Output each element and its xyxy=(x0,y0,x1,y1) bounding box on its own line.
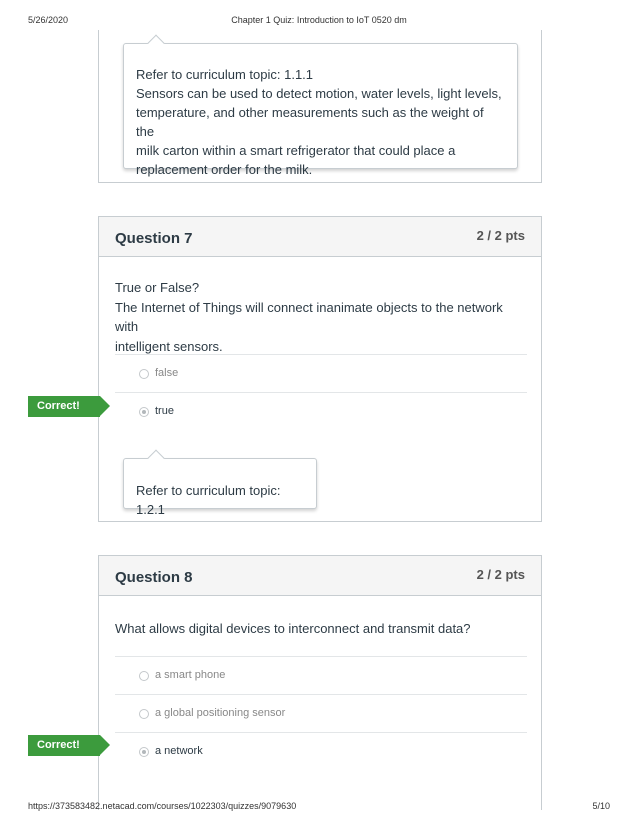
answer-comment-box xyxy=(123,458,317,517)
answer-option-false[interactable] xyxy=(115,354,527,392)
correct-flag-label: Correct! xyxy=(28,735,100,756)
question-text-line: The Internet of Things will connect inanimate objects to the network with xyxy=(115,299,503,334)
question-points: 2 / 2 pts xyxy=(476,567,525,582)
question-header xyxy=(99,217,541,257)
print-footer xyxy=(0,801,638,815)
correct-answer-flag xyxy=(28,735,110,756)
radio-button-selected[interactable] xyxy=(139,407,149,417)
correct-flag-arrow xyxy=(100,396,110,416)
question-title: Question 8 xyxy=(115,569,193,586)
correct-flag-label: Correct! xyxy=(28,396,100,417)
question-title: Question 7 xyxy=(115,230,193,247)
question-text xyxy=(115,278,527,356)
print-header xyxy=(0,15,638,29)
question-text-line: True or False? xyxy=(115,280,200,295)
answer-option-gps-sensor[interactable] xyxy=(115,694,527,732)
correct-answer-flag xyxy=(28,396,110,417)
comment-caret xyxy=(148,450,165,467)
comment-line: temperature, and other measurements such as the weight of the xyxy=(136,105,484,139)
print-title: Chapter 1 Quiz: Introduction to IoT 0520 dm xyxy=(231,15,407,25)
print-url: https://373583482.netacad.com/courses/1022303/quizzes/9079630 xyxy=(28,801,297,811)
question-8 xyxy=(98,555,542,810)
question-text: What allows digital devices to interconnect and transmit data? xyxy=(115,621,471,636)
answer-option-smart-phone[interactable] xyxy=(115,656,527,694)
answer-label: true xyxy=(155,405,174,417)
radio-button[interactable] xyxy=(139,369,149,379)
answer-label: a global positioning sensor xyxy=(155,707,286,719)
answer-comment-box xyxy=(123,43,518,177)
comment-line: milk carton within a smart refrigerator that could place a xyxy=(136,143,456,158)
answer-label: false xyxy=(155,367,179,379)
answer-label: a smart phone xyxy=(155,669,226,681)
answer-label: a network xyxy=(155,745,203,757)
answer-option-true[interactable] xyxy=(115,392,527,430)
comment-line: Sensors can be used to detect motion, water levels, light levels, xyxy=(136,86,502,101)
question-header xyxy=(99,556,541,596)
print-date: 5/26/2020 xyxy=(28,15,69,25)
comment-caret xyxy=(148,35,165,52)
radio-button[interactable] xyxy=(139,709,149,719)
page-number: 5/10 xyxy=(592,801,610,811)
answer-option-network[interactable] xyxy=(115,732,527,770)
question-text-line: intelligent sensors. xyxy=(115,338,223,354)
radio-button[interactable] xyxy=(139,671,149,681)
comment-line: Refer to curriculum topic: 1.1.1 xyxy=(136,67,314,82)
question-7 xyxy=(98,216,542,522)
comment-line: replacement order for the milk. xyxy=(136,162,313,177)
correct-flag-arrow xyxy=(100,735,110,755)
question-6-continuation xyxy=(98,30,542,183)
question-points: 2 / 2 pts xyxy=(476,228,525,243)
comment-line: Refer to curriculum topic: 1.2.1 xyxy=(136,483,281,517)
radio-button-selected[interactable] xyxy=(139,747,149,757)
